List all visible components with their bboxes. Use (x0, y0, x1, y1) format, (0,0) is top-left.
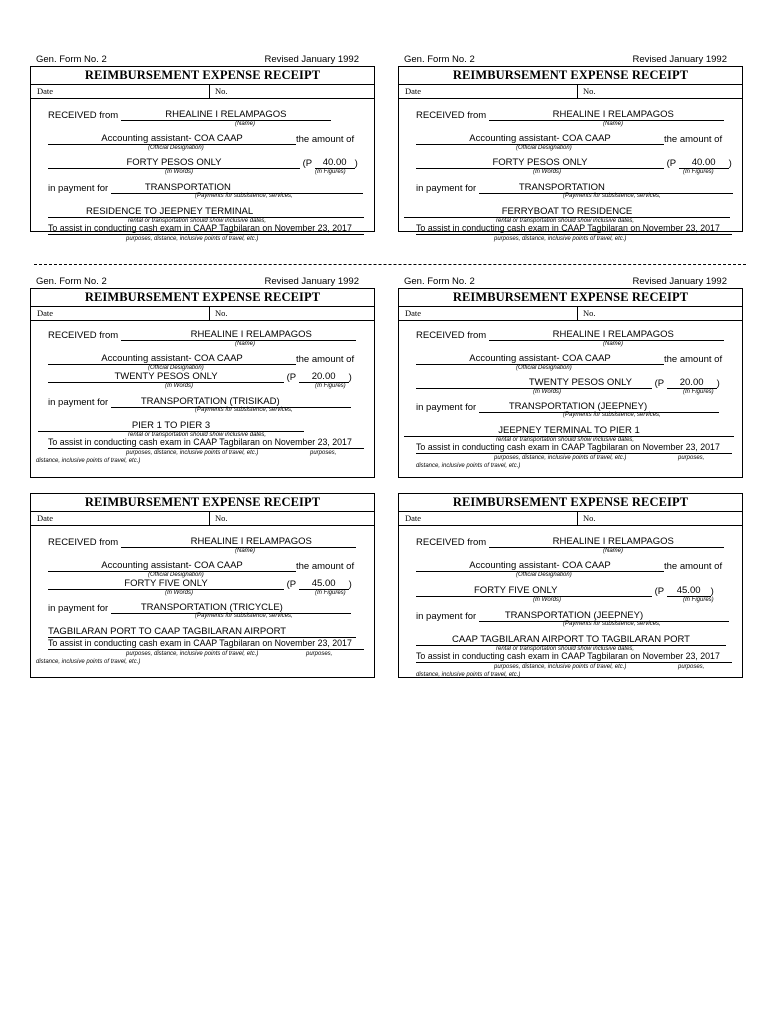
amount-figures: 20.00 (299, 371, 349, 383)
payments-caption: (Payments for subsistence, services, (563, 193, 661, 199)
receipt-1: Gen. Form No. 2 Revised January 1992 REIMBURSEMENT EXPENSE RECEIPT Date No. RECEIVED from RHEALINE I RELAMPAGOS (Name) Accounting assistant- COA CAAP the amount of (Official Designation) FORTY PESOS ONLY (P 40.00 ) (In Words) (In Figures) in payment for TRANSPORTATION (Payments for subsistence, services, RESIDENCE TO JEEPNEY TERMINAL rental or transportation should show inclusive dates, To assist in conducting cash exam in CAAP Tagbilaran on November 23, 2017 purposes, distance, inclusive points of travel, etc.) (30, 54, 375, 244)
designation: Accounting assistant- COA CAAP (416, 560, 664, 572)
payment-label: in payment for (48, 603, 109, 614)
amount-figures: 40.00 (315, 157, 355, 169)
designation-caption: (Official Designation) (148, 365, 204, 371)
designation: Accounting assistant- COA CAAP (416, 133, 664, 145)
in-words-caption: (In Words) (165, 383, 194, 389)
payments-caption: (Payments for subsistence, services, (563, 412, 661, 418)
amount-of-label: the amount of (296, 354, 355, 365)
number-label: No. (209, 85, 228, 98)
rental-note: rental or transportation should show inclusive dates, (496, 437, 635, 443)
amount-words: TWENTY PESOS ONLY (416, 377, 652, 389)
distance-caption: distance, inclusive points of travel, etc.) (36, 458, 141, 464)
payment-for: TRANSPORTATION (JEEPNEY) (479, 610, 729, 622)
distance-caption: distance, inclusive points of travel, etc.) (416, 672, 521, 678)
route: TAGBILARAN PORT TO CAAP TAGBILARAN AIRPORT (48, 626, 356, 638)
in-figures-caption: (In Figures) (683, 389, 714, 395)
payee-name: RHEALINE I RELAMPAGOS (121, 109, 331, 121)
date-label: Date (37, 86, 54, 96)
payment-for: TRANSPORTATION (TRICYCLE) (111, 602, 351, 614)
revised-date: Revised January 1992 (264, 276, 359, 287)
designation: Accounting assistant- COA CAAP (48, 133, 296, 145)
payment-label: in payment for (416, 183, 477, 194)
peso-prefix: (P (654, 378, 664, 389)
received-from-label: RECEIVED from (48, 537, 119, 548)
date-row (31, 512, 374, 526)
rental-note: rental or transportation should show inclusive dates, (128, 432, 267, 438)
receipt-title: REIMBURSEMENT EXPENSE RECEIPT (399, 67, 742, 85)
designation: Accounting assistant- COA CAAP (416, 353, 664, 365)
purposes-caption: purposes, distance, inclusive points of travel, etc.) (126, 651, 259, 657)
designation-caption: (Official Designation) (516, 572, 572, 578)
purposes-caption-b: purposes, (678, 664, 705, 670)
in-words-caption: (In Words) (533, 169, 562, 175)
purposes-caption: purposes, distance, inclusive points of travel, etc.) (126, 236, 259, 242)
purpose: To assist in conducting cash exam in CAAP Tagbilaran on November 23, 2017 (416, 223, 732, 235)
payment-label: in payment for (416, 402, 477, 413)
amount-figures: 20.00 (667, 377, 717, 389)
payment-label: in payment for (416, 611, 477, 622)
designation: Accounting assistant- COA CAAP (48, 353, 296, 365)
received-from-label: RECEIVED from (416, 330, 487, 341)
amount-figures: 45.00 (299, 578, 349, 590)
amount-figures: 40.00 (679, 157, 729, 169)
amount-of-label: the amount of (296, 561, 355, 572)
cut-line (34, 264, 746, 265)
receipt-title: REIMBURSEMENT EXPENSE RECEIPT (31, 67, 374, 85)
payment-for: TRANSPORTATION (JEEPNEY) (479, 401, 719, 413)
in-figures-caption: (In Figures) (683, 597, 714, 603)
date-row (399, 85, 742, 99)
amount-of-label: the amount of (296, 134, 355, 145)
payment-for: TRANSPORTATION (TRISIKAD) (111, 396, 351, 408)
in-words-caption: (In Words) (533, 597, 562, 603)
in-figures-caption: (In Figures) (315, 383, 346, 389)
rental-note: rental or transportation should show inclusive dates, (128, 218, 267, 224)
payments-caption: (Payments for subsistence, services, (195, 407, 293, 413)
purpose: To assist in conducting cash exam in CAAP Tagbilaran on November 23, 2017 (416, 442, 732, 454)
receipt-5: REIMBURSEMENT EXPENSE RECEIPT Date No. RECEIVED from RHEALINE I RELAMPAGOS (Name) Accounting assistant- COA CAAP the amount of (Official Designation) FORTY FIVE ONLY (P 45.00 ) (In Words) (In Figures) in payment for TRANSPORTATION (TRICYCLE) (Payments for subsistence, services, TAGBILARAN PORT TO CAAP TAGBILARAN AIRPORT To assist in conducting cash exam in CAAP Tagbilaran on November 23, 2017 purposes, distance, inclusive points of travel, etc.) purposes, distance, inclusive points of travel, etc.) (30, 480, 375, 670)
payment-for: TRANSPORTATION (111, 182, 363, 194)
received-from-label: RECEIVED from (48, 330, 119, 341)
route: JEEPNEY TERMINAL TO PIER 1 (404, 425, 734, 437)
designation-caption: (Official Designation) (148, 145, 204, 151)
receipt-4: Gen. Form No. 2 Revised January 1992 REIMBURSEMENT EXPENSE RECEIPT Date No. RECEIVED from RHEALINE I RELAMPAGOS (Name) Accounting assistant- COA CAAP the amount of (Official Designation) TWENTY PESOS ONLY (P 20.00 ) (In Words) (In Figures) in payment for TRANSPORTATION (JEEPNEY) (Payments for subsistence, services, JEEPNEY TERMINAL TO PIER 1 rental or transportation should show inclusive dates, To assist in conducting cash exam in CAAP Tagbilaran on November 23, 2017 purposes, distance, inclusive points of travel, etc.) purposes, distance, inclusive points of travel, etc.) (398, 276, 743, 466)
rental-note: rental or transportation should show inclusive dates, (496, 218, 635, 224)
name-caption: (Name) (235, 341, 256, 347)
purpose: To assist in conducting cash exam in CAAP Tagbilaran on November 23, 2017 (48, 437, 364, 449)
date-row (31, 307, 374, 321)
payments-caption: (Payments for subsistence, services, (563, 621, 661, 627)
date-row (399, 307, 742, 321)
number-label: No. (577, 85, 596, 98)
amount-of-label: the amount of (664, 134, 723, 145)
purposes-caption-b: purposes, (678, 455, 705, 461)
receipt-title: REIMBURSEMENT EXPENSE RECEIPT (399, 289, 742, 307)
purpose: To assist in conducting cash exam in CAAP Tagbilaran on November 23, 2017 (48, 223, 364, 235)
peso-prefix: (P (286, 372, 296, 383)
form-number: Gen. Form No. 2 (404, 54, 475, 65)
route: PIER 1 TO PIER 3 (38, 420, 304, 432)
distance-caption: distance, inclusive points of travel, etc.) (416, 463, 521, 469)
route: RESIDENCE TO JEEPNEY TERMINAL (48, 206, 364, 218)
date-label: Date (405, 513, 422, 523)
receipt-3: Gen. Form No. 2 Revised January 1992 REIMBURSEMENT EXPENSE RECEIPT Date No. RECEIVED from RHEALINE I RELAMPAGOS (Name) Accounting assistant- COA CAAP the amount of (Official Designation) TWENTY PESOS ONLY (P 20.00 ) (In Words) (In Figures) in payment for TRANSPORTATION (TRISIKAD) (Payments for subsistence, services, PIER 1 TO PIER 3 rental or transportation should show inclusive dates, To assist in conducting cash exam in CAAP Tagbilaran on November 23, 2017 purposes, distance, inclusive points of travel, etc.) purposes, distance, inclusive points of travel, etc.) (30, 276, 375, 466)
amount-words: FORTY PESOS ONLY (416, 157, 664, 169)
route: FERRYBOAT TO RESIDENCE (404, 206, 730, 218)
purposes-caption: purposes, distance, inclusive points of travel, etc.) (494, 236, 627, 242)
in-figures-caption: (In Figures) (315, 590, 346, 596)
payment-label: in payment for (48, 397, 109, 408)
receipt-2: Gen. Form No. 2 Revised January 1992 REIMBURSEMENT EXPENSE RECEIPT Date No. RECEIVED from RHEALINE I RELAMPAGOS (Name) Accounting assistant- COA CAAP the amount of (Official Designation) FORTY PESOS ONLY (P 40.00 ) (In Words) (In Figures) in payment for TRANSPORTATION (Payments for subsistence, services, FERRYBOAT TO RESIDENCE rental or transportation should show inclusive dates, To assist in conducting cash exam in CAAP Tagbilaran on November 23, 2017 purposes, distance, inclusive points of travel, etc.) (398, 54, 743, 244)
receipt-title: REIMBURSEMENT EXPENSE RECEIPT (31, 289, 374, 307)
designation-caption: (Official Designation) (516, 365, 572, 371)
received-from-label: RECEIVED from (48, 110, 119, 121)
purposes-caption: purposes, distance, inclusive points of travel, etc.) (126, 450, 259, 456)
number-label: No. (209, 307, 228, 320)
name-caption: (Name) (235, 121, 256, 127)
amount-words: FORTY FIVE ONLY (416, 585, 652, 597)
amount-figures: 45.00 (667, 585, 711, 597)
payments-caption: (Payments for subsistence, services, (195, 193, 293, 199)
payee-name: RHEALINE I RELAMPAGOS (489, 536, 724, 548)
peso-prefix: (P (302, 158, 312, 169)
number-label: No. (209, 512, 228, 525)
purpose: To assist in conducting cash exam in CAAP Tagbilaran on November 23, 2017 (416, 651, 732, 663)
receipt-header (30, 276, 375, 288)
amount-of-label: the amount of (664, 354, 723, 365)
receipt-header (398, 276, 743, 288)
purposes-caption: purposes, distance, inclusive points of travel, etc.) (494, 664, 627, 670)
amount-words: FORTY FIVE ONLY (48, 578, 284, 590)
payee-name: RHEALINE I RELAMPAGOS (121, 536, 356, 548)
rental-note: rental or transportation should show inclusive dates, (496, 646, 635, 652)
date-label: Date (405, 86, 422, 96)
payment-for: TRANSPORTATION (479, 182, 733, 194)
designation-caption: (Official Designation) (148, 572, 204, 578)
name-caption: (Name) (603, 548, 624, 554)
number-label: No. (577, 307, 596, 320)
name-caption: (Name) (235, 548, 256, 554)
receipt-header (398, 54, 743, 66)
amount-words: FORTY PESOS ONLY (48, 157, 300, 169)
in-figures-caption: (In Figures) (683, 169, 714, 175)
in-figures-caption: (In Figures) (315, 169, 346, 175)
form-number: Gen. Form No. 2 (404, 276, 475, 287)
peso-prefix: (P (286, 579, 296, 590)
purposes-caption: purposes, distance, inclusive points of travel, etc.) (494, 455, 627, 461)
payee-name: RHEALINE I RELAMPAGOS (121, 329, 356, 341)
route: CAAP TAGBILARAN AIRPORT TO TAGBILARAN PORT (416, 634, 726, 646)
name-caption: (Name) (603, 121, 624, 127)
in-words-caption: (In Words) (165, 590, 194, 596)
revised-date: Revised January 1992 (632, 54, 727, 65)
form-number: Gen. Form No. 2 (36, 276, 107, 287)
designation: Accounting assistant- COA CAAP (48, 560, 296, 572)
receipt-header (30, 54, 375, 66)
purpose: To assist in conducting cash exam in CAAP Tagbilaran on November 23, 2017 (48, 638, 364, 650)
receipt-6: REIMBURSEMENT EXPENSE RECEIPT Date No. RECEIVED from RHEALINE I RELAMPAGOS (Name) Accounting assistant- COA CAAP the amount of (Official Designation) FORTY FIVE ONLY (P 45.00 ) (In Words) (In Figures) in payment for TRANSPORTATION (JEEPNEY) (Payments for subsistence, services, CAAP TAGBILARAN AIRPORT TO TAGBILARAN PORT rental or transportation should show inclusive dates, To assist in conducting cash exam in CAAP Tagbilaran on November 23, 2017 purposes, distance, inclusive points of travel, etc.) purposes, distance, inclusive points of travel, etc.) (398, 480, 743, 670)
purposes-caption-b: purposes, (306, 651, 333, 657)
in-words-caption: (In Words) (533, 389, 562, 395)
date-label: Date (37, 513, 54, 523)
revised-date: Revised January 1992 (632, 276, 727, 287)
payee-name: RHEALINE I RELAMPAGOS (489, 329, 724, 341)
date-row (31, 85, 374, 99)
designation-caption: (Official Designation) (516, 145, 572, 151)
payment-label: in payment for (48, 183, 109, 194)
amount-of-label: the amount of (664, 561, 723, 572)
date-label: Date (37, 308, 54, 318)
receipt-title: REIMBURSEMENT EXPENSE RECEIPT (399, 494, 742, 512)
receipt-title: REIMBURSEMENT EXPENSE RECEIPT (31, 494, 374, 512)
date-row (399, 512, 742, 526)
date-label: Date (405, 308, 422, 318)
received-from-label: RECEIVED from (416, 537, 487, 548)
payments-caption: (Payments for subsistence, services, (195, 613, 293, 619)
form-number: Gen. Form No. 2 (36, 54, 107, 65)
revised-date: Revised January 1992 (264, 54, 359, 65)
received-from-label: RECEIVED from (416, 110, 487, 121)
payee-name: RHEALINE I RELAMPAGOS (489, 109, 724, 121)
peso-prefix: (P (654, 586, 664, 597)
peso-prefix: (P (666, 158, 676, 169)
purposes-caption-b: purposes, (310, 450, 337, 456)
amount-words: TWENTY PESOS ONLY (48, 371, 284, 383)
name-caption: (Name) (603, 341, 624, 347)
in-words-caption: (In Words) (165, 169, 194, 175)
distance-caption: distance, inclusive points of travel, etc.) (36, 659, 141, 665)
number-label: No. (577, 512, 596, 525)
